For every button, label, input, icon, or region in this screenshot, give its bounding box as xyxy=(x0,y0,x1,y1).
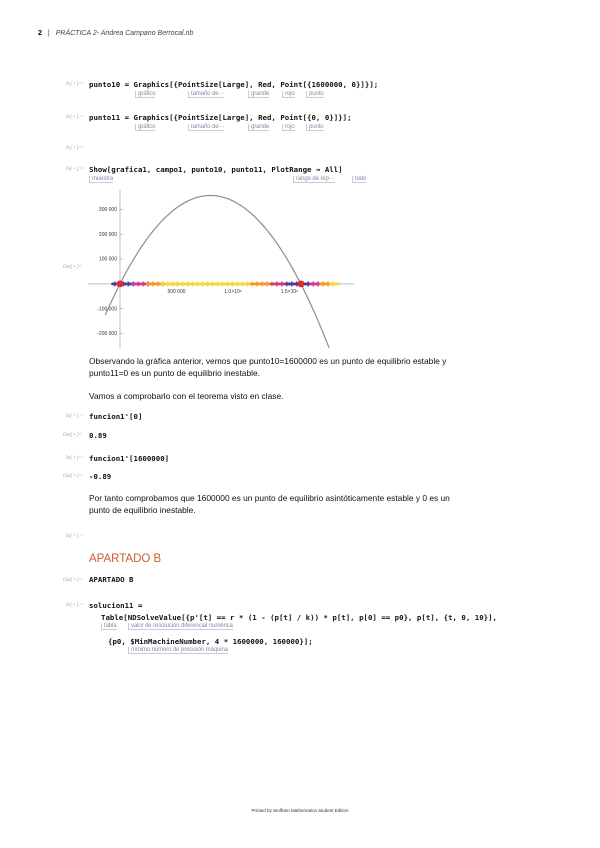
input-cell-show[interactable]: Show[grafica1, campo1, punto10, punto11, PlotRange → All] xyxy=(89,165,343,174)
tooltip: gráfico xyxy=(135,91,155,98)
tooltip: rango de rep··· xyxy=(293,176,335,183)
tooltip: valor de resolución diferencial numérica xyxy=(128,623,233,630)
output-label: Out[ • ]= xyxy=(63,474,83,479)
field-arrowhead xyxy=(306,281,309,287)
tooltip: tabla xyxy=(101,623,117,630)
tooltip: todo xyxy=(352,176,366,183)
curve-grafica1 xyxy=(105,195,329,347)
tooltip: gráfico xyxy=(135,124,155,131)
x-tick-label: 1.5×10⁶ xyxy=(280,288,299,295)
header-separator: | xyxy=(47,30,50,37)
function-tooltips xyxy=(0,91,600,99)
page-number: 2 xyxy=(38,30,42,37)
input-cell-punto11[interactable]: punto11 = Graphics[{PointSize[Large], Red, Point[{0, 0}]}]; xyxy=(89,113,352,122)
plot-output xyxy=(58,188,358,350)
input-cell-line[interactable]: Table[NDSolveValue[{p'[t] == r * (1 - (p[t] / k)) * p[t], p[0] == p0}, p[t], {t, 0, 10}], xyxy=(101,613,498,622)
input-label: In[ • ]:= xyxy=(66,603,84,608)
field-arrowhead xyxy=(316,281,319,287)
input-cell-line[interactable]: {p0, $MinMachineNumber, 4 * 1600000, 160000}]; xyxy=(108,637,313,646)
output-label: Out[ • ]= xyxy=(63,433,83,438)
x-tick-label: 500 000 xyxy=(167,288,186,295)
page-footer: Printed by Wolfram Mathematica Student Edition xyxy=(251,808,349,813)
input-label: In[ • ]:= xyxy=(66,146,84,151)
text-line: Por tanto comprobamos que 1600000 es un punto de equilibrio asintóticamente estable y 0 es un xyxy=(89,493,450,503)
tooltip: tamaño de··· xyxy=(188,91,224,98)
function-tooltips xyxy=(0,176,600,184)
field-arrowhead xyxy=(326,281,329,287)
y-tick-label: 100 000 xyxy=(98,256,117,263)
page-header xyxy=(38,30,193,37)
input-cell-solucion11[interactable]: solucion11 = xyxy=(89,601,143,610)
input-label: In[ • ]:= xyxy=(66,414,84,419)
output-label: Out[ • ]= xyxy=(63,578,83,583)
field-arrowhead xyxy=(321,281,324,287)
point-punto11 xyxy=(117,281,124,288)
input-cell-derivative-0[interactable]: funcion1'[0] xyxy=(89,412,143,421)
input-label: In[ • ]:= xyxy=(66,456,84,461)
y-tick-label: 300 000 xyxy=(98,206,117,213)
document-title: PRÁCTICA 2- Andrea Campano Berrocal.nb xyxy=(55,30,194,37)
tooltip: rojo xyxy=(282,91,295,98)
output-value: -0.89 xyxy=(89,472,112,481)
text-line: punto11=0 es un punto de equilibrio inestable. xyxy=(89,368,260,378)
tooltip: muestra xyxy=(89,176,113,183)
input-label: In[ • ]:= xyxy=(66,82,84,87)
tooltip: rojo xyxy=(282,124,295,131)
output-value: 0.89 xyxy=(89,431,107,440)
input-label: In[ • ]:= xyxy=(66,167,84,172)
x-tick-label: 1.0×10⁶ xyxy=(224,288,242,295)
section-heading: APARTADO B xyxy=(89,553,162,565)
input-label: In[ • ]:= xyxy=(66,534,84,539)
function-tooltips xyxy=(0,124,600,132)
text-paragraph xyxy=(89,355,446,379)
text-line: punto de equilibrio inestable. xyxy=(89,505,196,515)
input-cell-punto10[interactable]: punto10 = Graphics[{PointSize[Large], Red, Point[{1600000, 0}]}]; xyxy=(89,80,379,89)
tooltip: punto xyxy=(306,91,324,98)
tooltip: grande xyxy=(248,91,269,98)
input-cell-derivative-1600000[interactable]: funcion1'[1600000] xyxy=(89,454,170,463)
function-tooltips xyxy=(0,623,600,631)
field-arrowhead xyxy=(112,281,115,287)
tooltip: punto xyxy=(306,124,324,131)
text-paragraph xyxy=(89,492,450,516)
text-line: Observando la gráfica anterior, vemos que punto10=1600000 es un punto de equilibrio estable y xyxy=(89,356,447,366)
output-value: APARTADO B xyxy=(89,575,134,584)
tooltip: mínimo número de precisión máquina xyxy=(128,647,228,654)
text-paragraph: Vamos a comprobarlo con el teorema visto en clase. xyxy=(89,391,284,401)
y-tick-label: -100 000 xyxy=(97,306,117,313)
input-label: In[ • ]:= xyxy=(66,115,84,120)
point-punto10 xyxy=(297,281,304,288)
y-tick-label: 200 000 xyxy=(98,231,117,238)
field-arrowhead xyxy=(331,281,334,287)
output-label: Out[ • ]= xyxy=(63,265,83,270)
tooltip: grande xyxy=(248,124,269,131)
function-tooltips xyxy=(0,647,600,655)
y-tick-label: -200 000 xyxy=(97,331,117,338)
field-arrowhead xyxy=(311,281,314,287)
tooltip: tamaño de··· xyxy=(188,124,224,131)
